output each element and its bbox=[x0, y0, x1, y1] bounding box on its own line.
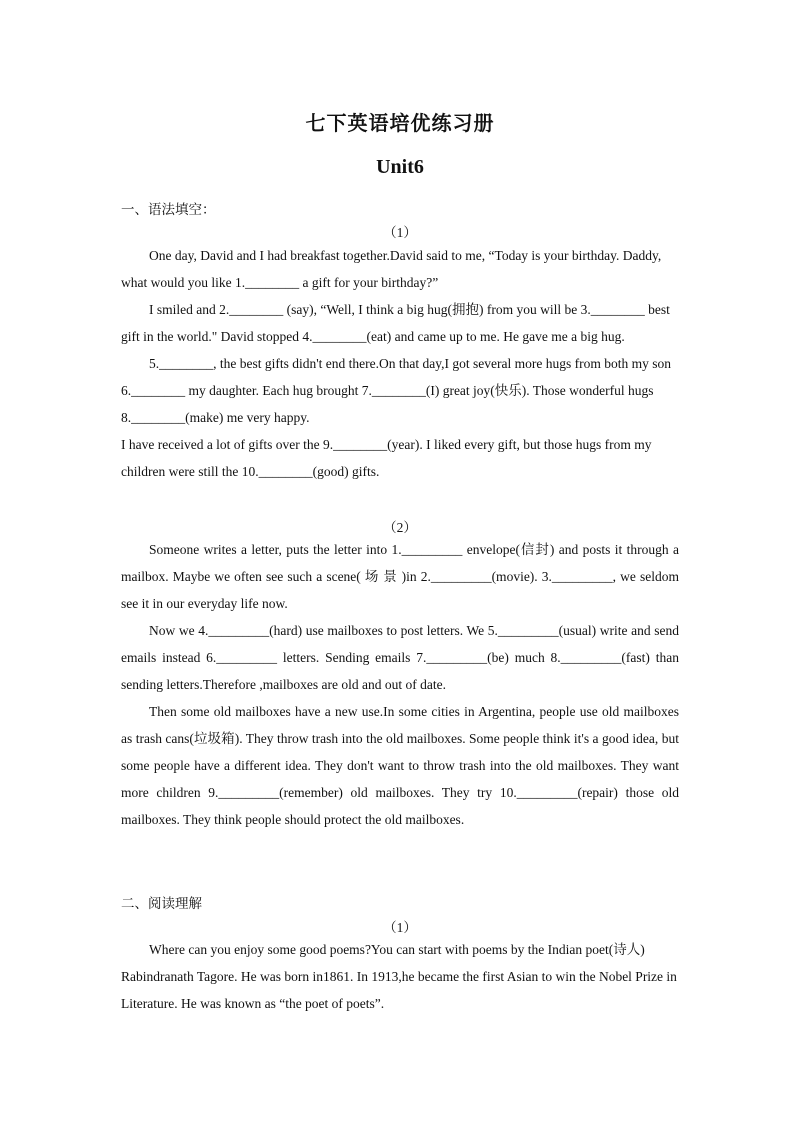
passage-1-paragraph-3: 5.________, the best gifts didn't end there.On that day,I got several more hugs from both my son 6.________ my daughter. Each hug brought 7.________(I) great joy(快乐). Those wonderful hugs 8.________(make) me very happy. bbox=[121, 356, 671, 425]
passage-2-paragraph-3: Then some old mailboxes have a new use.In some cities in Argentina, people use old mailboxes as trash cans(垃圾箱). They throw trash into the old mailboxes. Some people think it's a good idea, but some people have a different idea. They don't want to throw trash into the old mailboxes. They want more children 9._________(remember) old mailboxes. They try 10._________(repair) those old mailboxes. They think people should protect the old mailboxes. bbox=[121, 704, 679, 827]
reading-passage-number-1: （1） bbox=[383, 920, 417, 935]
passage-2-text bbox=[121, 536, 679, 833]
passage-2-paragraph-2: Now we 4._________(hard) use mailboxes to post letters. We 5._________(usual) write and send emails instead 6._________ letters. Sending emails 7._________(be) much 8._________(fast) than sending letters.Therefore ,mailboxes are old and out of date. bbox=[121, 623, 679, 692]
passage-1-paragraph-4: I have received a lot of gifts over the 9.________(year). I liked every gift, but those hugs from my children were still the 10.________(good) gifts. bbox=[121, 437, 652, 479]
passage-number-2: （2） bbox=[383, 520, 417, 535]
unit-title: Unit6 bbox=[376, 156, 424, 178]
passage-2-paragraph-1: Someone writes a letter, puts the letter into 1._________ envelope(信封) and posts it through a mailbox. Maybe we often see such a scene( 场 景 )in 2._________(movie). 3._________, we seldom see it in our everyday life now. bbox=[121, 542, 679, 611]
passage-number-1: （1） bbox=[383, 225, 417, 240]
reading-passage-1-paragraph-1: Where can you enjoy some good poems?You can start with poems by the Indian poet(诗人) Rabindranath Tagore. He was born in1861. In 1913,he became the first Asian to win the Nobel Prize in Literature. He was known as “the poet of poets”. bbox=[121, 942, 677, 1011]
reading-passage-1-text bbox=[121, 936, 679, 1017]
passage-1-paragraph-1: One day, David and I had breakfast together.David said to me, “Today is your birthday. Daddy, what would you like 1.________ a gift for your birthday?” bbox=[121, 248, 662, 290]
document-title: 七下英语培优练习册 bbox=[305, 113, 495, 135]
section-heading-reading: 二、阅读理解 bbox=[121, 896, 202, 911]
section-heading-grammar: 一、语法填空： bbox=[121, 202, 216, 217]
passage-1-text bbox=[121, 242, 679, 485]
passage-1-paragraph-2: I smiled and 2.________ (say), “Well, I think a big hug(拥抱) from you will be 3.________ best gift in the world." David stopped 4.________(eat) and came up to me. He gave me a big hug. bbox=[121, 302, 670, 344]
